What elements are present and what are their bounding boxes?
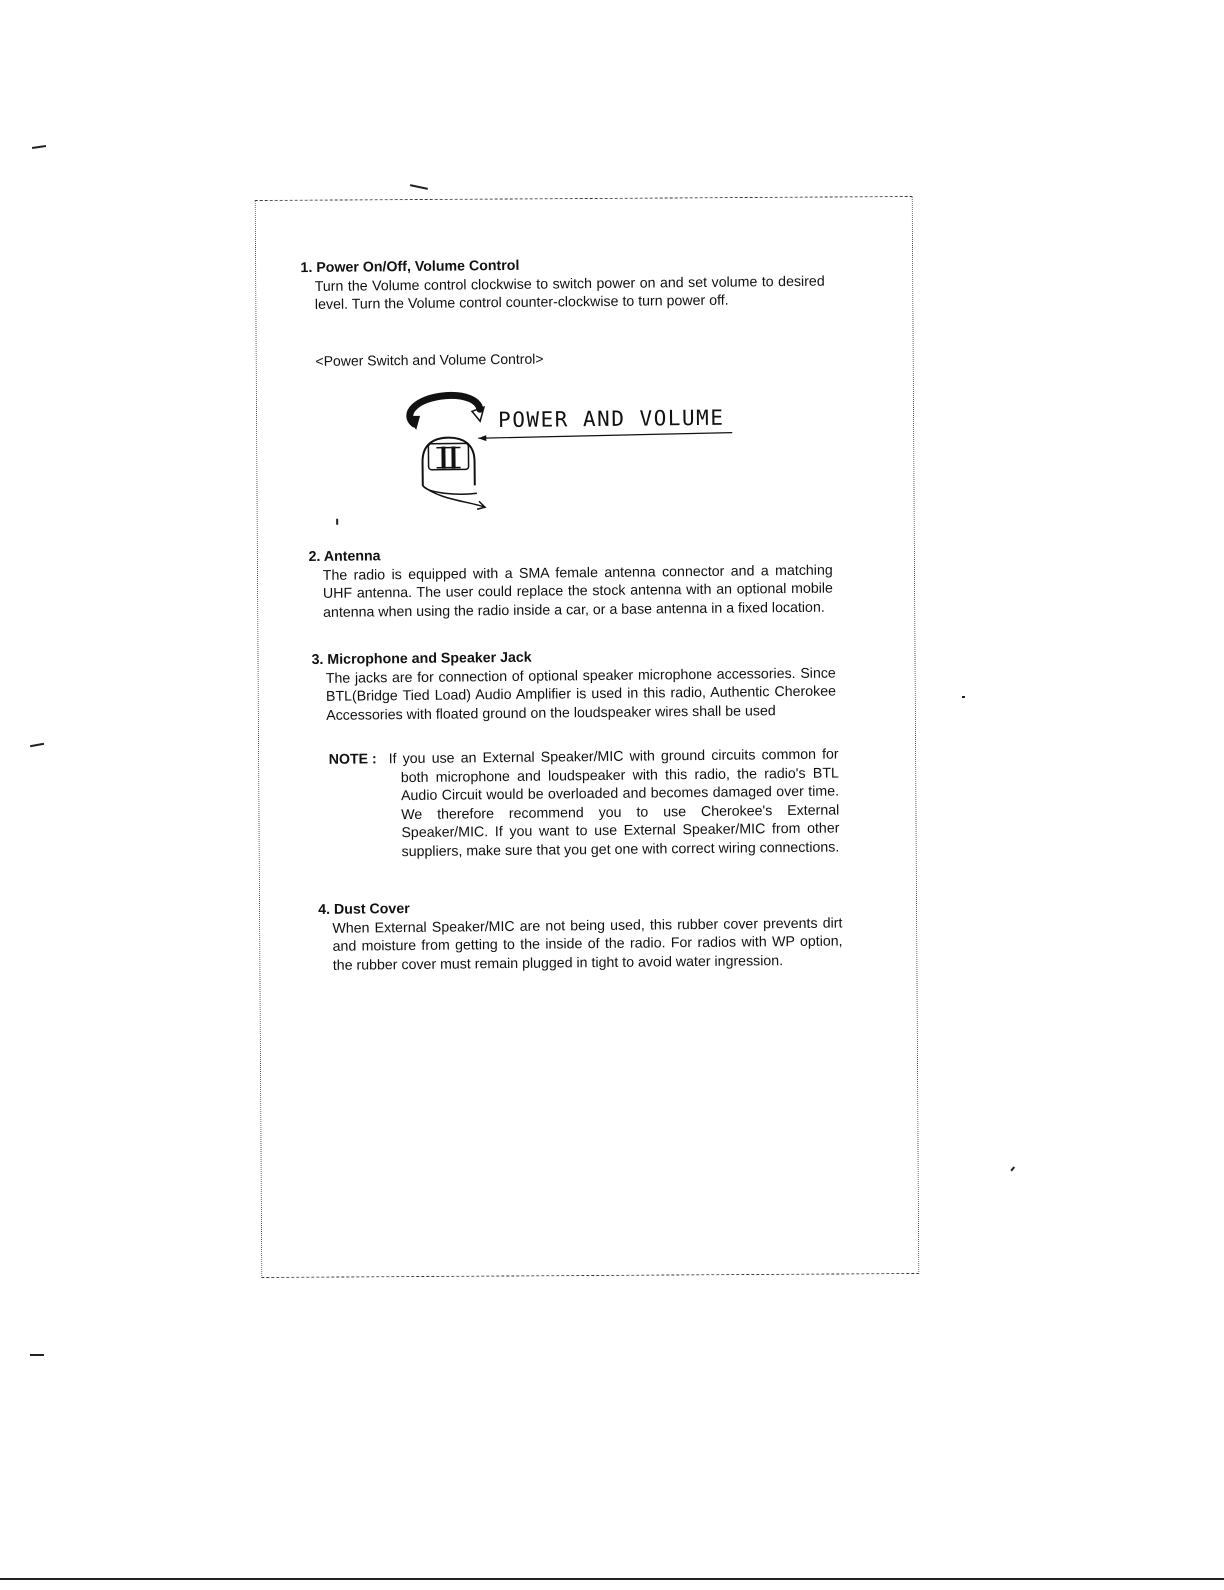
section-dust-cover bbox=[318, 895, 843, 975]
section-body: Turn the Volume control clockwise to switch power on and set volume to desired level. Turn the Volume control counter-clockwise to turn power off. bbox=[301, 272, 825, 315]
figure-caption: <Power Switch and Volume Control> bbox=[315, 351, 543, 369]
rotation-arrow-icon bbox=[410, 395, 481, 424]
stray-mark bbox=[336, 519, 338, 525]
power-volume-figure bbox=[398, 382, 749, 521]
section-body: The jacks are for connection of optional speaker microphone accessories. Since BTL(Bridge Tied Load) Audio Amplifier is used in this radio, Authentic Cherokee Accessories with floated ground on the loudspeaker wires shall be used bbox=[312, 664, 837, 725]
section-microphone-speaker bbox=[312, 646, 837, 726]
section-heading: 1. Power On/Off, Volume Control bbox=[300, 254, 824, 278]
arrow-head-left-icon bbox=[406, 416, 420, 430]
section-body: The radio is equipped with a SMA female antenna connector and a matching UHF antenna. The user could replace the stock antenna with an optional mobile antenna when using the radio inside a car, or a base antenna in a fixed location. bbox=[309, 561, 834, 622]
leader-line bbox=[478, 433, 732, 439]
section-antenna bbox=[308, 543, 833, 623]
section-body: When External Speaker/MIC are not being used, this rubber cover prevents dirt and moisture from getting to the inside of the radio. For radios with WP option, the rubber cover must remain plugged in tight to avoid water ingression. bbox=[318, 914, 843, 975]
figure-label: POWER AND VOLUME bbox=[498, 406, 725, 432]
section-power-volume bbox=[300, 254, 825, 315]
note-text: If you use an External Speaker/MIC with ground circuits common for both microphone and loudspeaker with this radio, the radio's BTL Audio Circuit would be overloaded and becomes damaged over time. We therefore recommend you to use Cherokee's External Speaker/MIC. If you want to use External Speaker/MIC from other suppliers, make sure that you get one with correct wiring connections. bbox=[389, 746, 840, 862]
note-label: NOTE : bbox=[329, 750, 390, 862]
section-heading: 3. Microphone and Speaker Jack bbox=[312, 646, 836, 670]
note-block bbox=[329, 746, 840, 863]
section-heading: 2. Antenna bbox=[308, 543, 832, 567]
section-heading: 4. Dust Cover bbox=[318, 895, 842, 919]
